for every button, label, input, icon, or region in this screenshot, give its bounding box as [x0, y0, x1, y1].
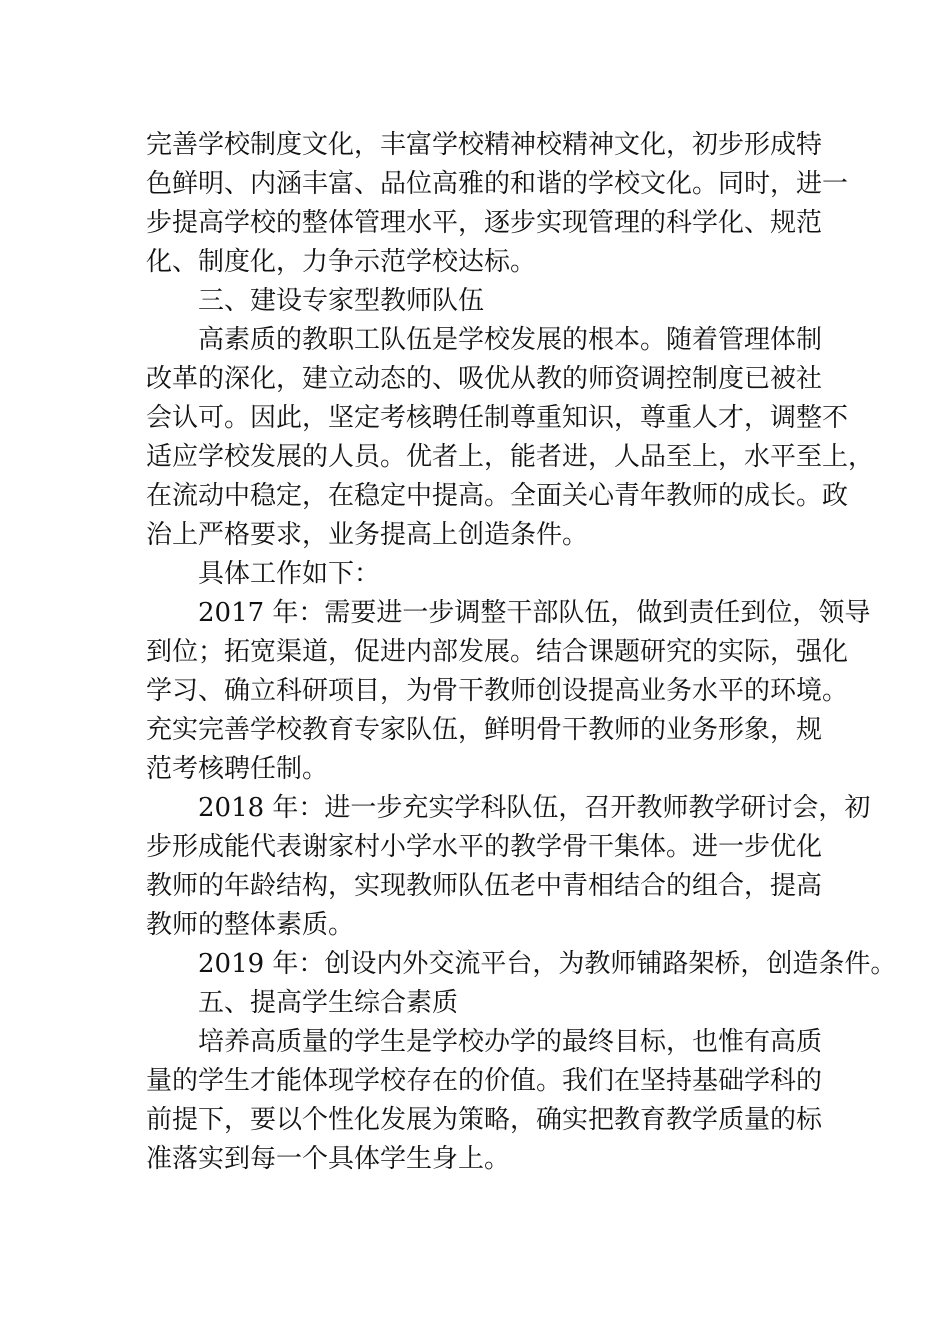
text-line: 到位；拓宽渠道，促进内部发展。结合课题研究的实际，强化	[146, 637, 849, 667]
text-line: 前提下，要以个性化发展为策略，确实把教育教学质量的标	[146, 1105, 823, 1135]
text-line: 充实完善学校教育专家队伍，鲜明骨干教师的业务形象，规	[146, 715, 823, 745]
paragraph-start: 2018 年：进一步充实学科队伍，召开教师教学研讨会，初	[198, 793, 871, 823]
text-line: 适应学校发展的人员。优者上，能者进，人品至上，水平至上，	[146, 442, 875, 472]
text-line: 量的学生才能体现学校存在的价值。我们在坚持基础学科的	[146, 1066, 823, 1096]
text-line: 完善学校制度文化，丰富学校精神校精神文化，初步形成特	[146, 130, 823, 160]
text-line: 改革的深化，建立动态的、吸优从教的师资调控制度已被社	[146, 364, 823, 394]
paragraph-start: 2019 年：创设内外交流平台，为教师铺路架桥，创造条件。	[198, 949, 897, 979]
section-heading: 三、建设专家型教师队伍	[198, 286, 485, 316]
text-line: 准落实到每一个具体学生身上。	[146, 1144, 511, 1174]
document-body	[146, 126, 897, 1179]
text-line: 会认可。因此，坚定考核聘任制尊重知识，尊重人才，调整不	[146, 403, 849, 433]
text-line: 在流动中稳定，在稳定中提高。全面关心青年教师的成长。政	[146, 481, 849, 511]
paragraph-start: 具体工作如下：	[198, 559, 381, 589]
text-line: 学习、确立科研项目，为骨干教师创设提高业务水平的环境。	[146, 676, 849, 706]
text-line: 色鲜明、内涵丰富、品位高雅的和谐的学校文化。同时，进一	[146, 169, 849, 199]
text-line: 教师的年龄结构，实现教师队伍老中青相结合的组合，提高	[146, 871, 823, 901]
text-line: 步形成能代表谢家村小学水平的教学骨干集体。进一步优化	[146, 832, 823, 862]
paragraph-start: 培养高质量的学生是学校办学的最终目标，也惟有高质	[198, 1027, 823, 1057]
text-line: 范考核聘任制。	[146, 754, 329, 784]
text-line: 治上严格要求，业务提高上创造条件。	[146, 520, 589, 550]
text-line: 步提高学校的整体管理水平，逐步实现管理的科学化、规范	[146, 208, 823, 238]
section-heading: 五、提高学生综合素质	[198, 988, 459, 1018]
paragraph-start: 高素质的教职工队伍是学校发展的根本。随着管理体制	[198, 325, 823, 355]
text-line: 教师的整体素质。	[146, 910, 355, 940]
paragraph-start: 2017 年：需要进一步调整干部队伍，做到责任到位，领导	[198, 598, 871, 628]
text-line: 化、制度化，力争示范学校达标。	[146, 247, 537, 277]
